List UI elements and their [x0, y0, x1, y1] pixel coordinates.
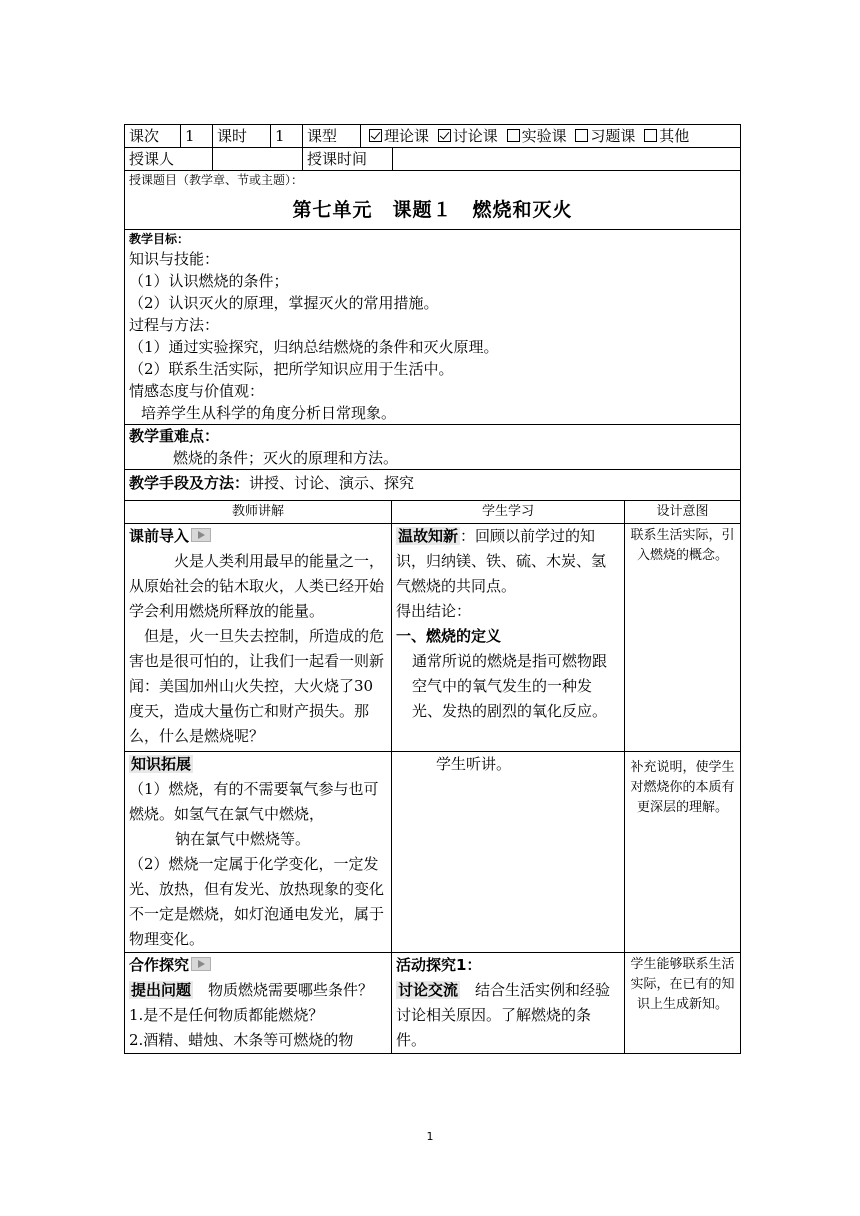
highlight-label: 讨论交流 — [398, 981, 459, 999]
student-cell — [392, 524, 625, 752]
teacher-paragraph: 火是人类利用最早的能量之一，从原始社会的钻木取火，人类已经开始学会利用燃烧所释放的能量。 — [129, 552, 385, 620]
teacher-cell — [125, 524, 392, 752]
topic-row — [125, 171, 741, 230]
student-paragraph: ：回顾以前学过的知识，归纳镁、铁、硫、木炭、氢气燃烧的共同点。 — [396, 527, 607, 595]
teacher-label: 授课人 — [125, 148, 213, 171]
type-option: 其他 — [659, 127, 690, 145]
table-row — [125, 752, 741, 953]
design-cell: 联系生活实际，引入燃烧的概念。 — [625, 524, 741, 752]
teacher-paragraph: 2.酒精、蜡烛、木条等可燃烧的物 — [129, 1031, 354, 1049]
goals-cell — [125, 230, 741, 425]
key-points-cell — [125, 425, 741, 470]
process-label: 过程与方法： — [129, 316, 220, 334]
teacher-paragraph: 但是，火一旦失去控制，所造成的危害也是很可怕的，让我们一起看一则新闻：美国加州山火失控，大火烧了30度天，造成大量伤亡和财产损失。那么，什么是燃烧呢？ — [129, 627, 385, 745]
student-paragraph: 得出结论： — [396, 602, 472, 620]
checkbox-empty-icon[interactable] — [507, 129, 520, 142]
emotion-label: 情感态度与价值观： — [129, 382, 265, 400]
key-points-text: 燃烧的条件；灭火的原理和方法。 — [173, 449, 399, 467]
type-label: 课型 — [303, 125, 361, 148]
methods-row — [125, 470, 741, 501]
type-option: 实验课 — [521, 127, 567, 145]
student-paragraph: 通常所说的燃烧是指可燃物跟空气中的氧气发生的一种发光、发热的剧烈的氧化反应。 — [412, 652, 608, 720]
teacher-paragraph: 1.是不是任何物质都能燃烧？ — [129, 1006, 324, 1024]
topic-cell — [125, 171, 741, 230]
page-number: 1 — [426, 1130, 434, 1143]
lesson-plan-page — [124, 124, 740, 1054]
methods-text: 讲授、讨论、演示、探究 — [249, 474, 415, 492]
teacher-paragraph: （2）燃烧一定属于化学变化，一定发光、放热，但有发光、放热现象的变化不一定是燃烧，如灯泡通电发光，属于物理变化。 — [129, 855, 385, 948]
emotion-text: 培养学生从科学的角度分析日常现象。 — [141, 404, 397, 422]
type-option: 习题课 — [590, 127, 636, 145]
methods-label: 教学手段及方法： — [129, 474, 250, 492]
lesson-no-value: 1 — [181, 125, 213, 148]
key-points-row — [125, 425, 741, 470]
teacher-value — [213, 148, 303, 171]
process-item: （1）通过实验探究，归纳总结燃烧的条件和灭火原理。 — [129, 338, 499, 356]
student-paragraph: 学生听讲。 — [436, 755, 512, 773]
time-label: 授课时间 — [303, 148, 393, 171]
process-item: （2）联系生活实际，把所学知识应用于生活中。 — [129, 360, 454, 378]
header-row — [125, 125, 741, 148]
knowledge-item: （2）认识灭火的原理，掌握灭火的常用措施。 — [129, 294, 439, 312]
teacher-cell — [125, 953, 392, 1054]
column-header-design: 设计意图 — [625, 501, 741, 524]
type-option: 理论课 — [384, 127, 430, 145]
highlight-label: 温故知新 — [398, 527, 459, 545]
teacher-paragraph: （1）燃烧，有的不需要氧气参与也可燃烧。如氢气在氯气中燃烧， — [129, 780, 379, 823]
design-cell: 学生能够联系生活实际，在已有的知识上生成新知。 — [625, 953, 741, 1054]
arrow-icon — [191, 957, 211, 971]
arrow-icon — [191, 528, 211, 542]
hours-value: 1 — [271, 125, 303, 148]
lesson-plan-table — [124, 124, 741, 501]
student-cell — [392, 752, 625, 953]
column-header-student: 学生学习 — [392, 501, 625, 524]
student-heading: 一、燃烧的定义 — [396, 627, 502, 645]
goals-label: 教学目标： — [129, 232, 190, 246]
hours-label: 课时 — [213, 125, 271, 148]
section-title: 知识拓展 — [131, 755, 192, 773]
student-heading: 活动探究1： — [396, 956, 482, 974]
column-header-teacher: 教师讲解 — [125, 501, 392, 524]
lesson-no-label: 课次 — [125, 125, 181, 148]
methods-cell — [125, 470, 741, 501]
teacher-cell — [125, 752, 392, 953]
table-row — [125, 524, 741, 752]
checkbox-checked-icon[interactable] — [369, 129, 382, 142]
section-title: 合作探究 — [129, 956, 190, 974]
teacher-paragraph: 物质燃烧需要哪些条件？ — [208, 981, 374, 999]
checkbox-checked-icon[interactable] — [438, 129, 451, 142]
student-cell — [392, 953, 625, 1054]
time-value — [393, 148, 741, 171]
knowledge-label: 知识与技能： — [129, 250, 220, 268]
knowledge-item: （1）认识燃烧的条件； — [129, 272, 289, 290]
checkbox-empty-icon[interactable] — [575, 129, 588, 142]
checkbox-empty-icon[interactable] — [644, 129, 657, 142]
design-cell: 补充说明，使学生对燃烧你的本质有更深层的理解。 — [625, 752, 741, 953]
teacher-row — [125, 148, 741, 171]
student-paragraph: 结合生活实例和经验讨论相关原因。了解燃烧的条件。 — [396, 981, 611, 1049]
page-title: 第七单元 课题１ 燃烧和灭火 — [292, 199, 573, 221]
section-title: 课前导入 — [129, 527, 190, 545]
key-points-label: 教学重难点： — [129, 427, 220, 445]
highlight-label: 提出问题 — [131, 981, 192, 999]
type-option: 讨论课 — [452, 127, 498, 145]
topic-label: 授课题目（教学章、节或主题）： — [129, 173, 304, 187]
goals-row — [125, 230, 741, 425]
teaching-table — [124, 500, 741, 1054]
table-row — [125, 953, 741, 1054]
column-header-row — [125, 501, 741, 524]
type-options — [361, 125, 741, 148]
teacher-paragraph: 钠在氯气中燃烧等。 — [175, 830, 311, 848]
